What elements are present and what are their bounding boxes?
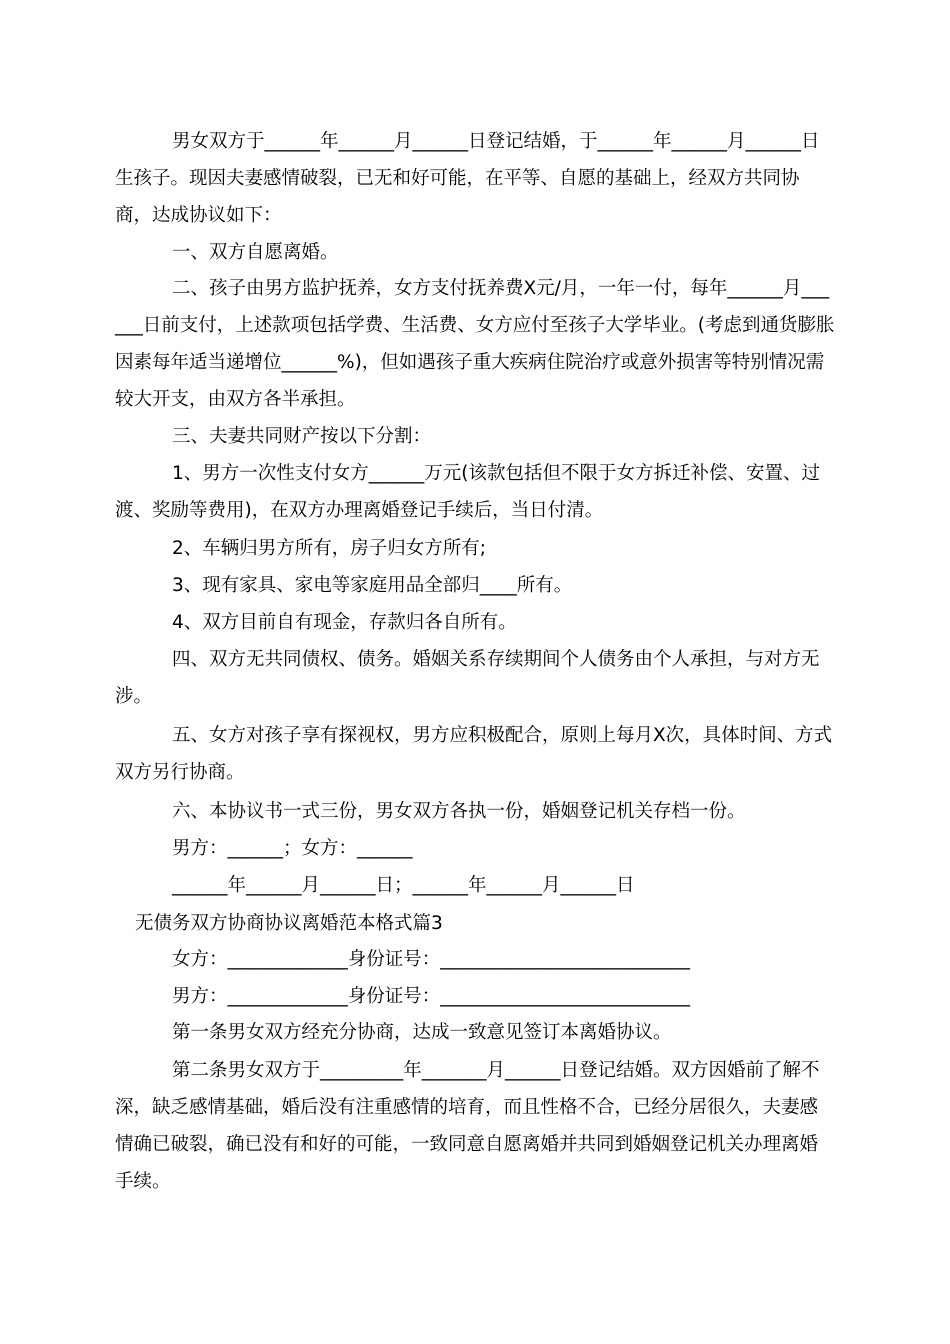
paragraph-clause-two: 二、孩子由男方监护抚养，女方支付抚养费X元/月，一年一付，每年______月______日前支付，上述款项包括学费、生活费、女方应付至孩子大学毕业。(考虑到通货膨胀因素每年适当递增位______%)，但如遇孩子重大疾病住院治疗或意外损害等特别情况需较大开支，由双方各半承担。 bbox=[115, 278, 835, 410]
paragraph-clause-one: 一、双方自愿离婚。 bbox=[172, 242, 339, 263]
party-male-line: 男方：_____________身份证号：___________________________ bbox=[172, 986, 691, 1007]
section-title: 无债务双方协商协议离婚范本格式篇3 bbox=[135, 913, 443, 934]
paragraph-clause-six: 六、本协议书一式三份，男女双方各执一份，婚姻登记机关存档一份。 bbox=[172, 801, 746, 822]
paragraph-property-item-2: 2、车辆归男方所有，房子归女方所有; bbox=[172, 538, 487, 559]
paragraph-marriage-intro: 男女双方于______年______月______日登记结婚，于______年______月______日生孩子。现因夫妻感情破裂，已无和好可能，在平等、自愿的基础上，经双方共同协商，达成协议如下： bbox=[115, 131, 820, 226]
paragraph-property-item-4: 4、双方目前自有现金，存款归各自所有。 bbox=[172, 612, 517, 633]
paragraph-clause-four: 四、双方无共同债权、债务。婚姻关系存续期间个人债务由个人承担，与对方无涉。 bbox=[115, 649, 820, 707]
signature-line: 男方：______；女方：______ bbox=[172, 838, 413, 859]
paragraph-property-item-1: 1、男方一次性支付女方______万元(该款包括但不限于女方拆迁补偿、安置、过渡、奖励等费用)，在双方办理离婚登记手续后，当日付清。 bbox=[115, 463, 820, 521]
date-line: ______年______月______日；______年______月______日 bbox=[172, 875, 635, 896]
party-female-line: 女方：_____________身份证号：___________________________ bbox=[172, 949, 691, 970]
paragraph-clause-three: 三、夫妻共同财产按以下分割： bbox=[172, 426, 432, 447]
article-one: 第一条男女双方经充分协商，达成一致意见签订本离婚协议。 bbox=[172, 1022, 672, 1043]
paragraph-property-item-3: 3、现有家具、家电等家庭用品全部归____所有。 bbox=[172, 575, 573, 596]
article-two: 第二条男女双方于_________年_______月______日登记结婚。双方因婚前了解不深，缺乏感情基础，婚后没有注重感情的培育，而且性格不合，已经分居很久，夫妻感情确已破裂，确已没有和好的可能，一致同意自愿离婚并共同到婚姻登记机关办理离婚手续。 bbox=[115, 1060, 820, 1192]
paragraph-clause-five: 五、女方对孩子享有探视权，男方应积极配合，原则上每月X次，具体时间、方式双方另行协商。 bbox=[115, 725, 833, 783]
